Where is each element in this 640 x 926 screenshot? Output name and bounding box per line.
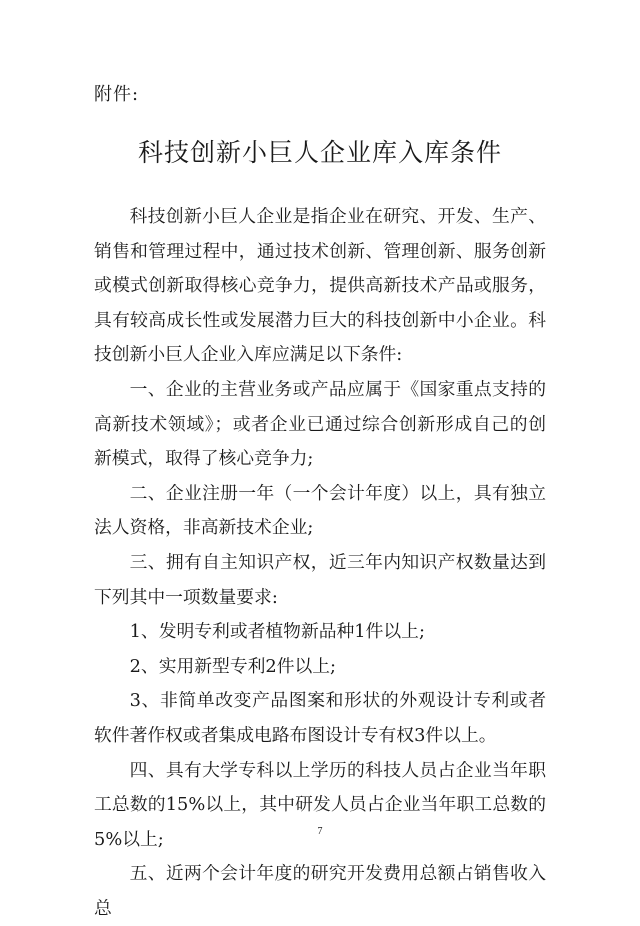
page-number: 7	[317, 826, 323, 837]
paragraph-intro: 科技创新小巨人企业是指企业在研究、开发、生产、销售和管理过程中，通过技术创新、管理创新、服务创新或模式创新取得核心竞争力，提供高新技术产品或服务，具有较高成长性或发展潜力巨大的科技创新中小企业。科技创新小巨人企业入库应满足以下条件:	[94, 206, 546, 366]
paragraph-condition-5: 五、近两个会计年度的研究开发费用总额占销售收入总	[94, 863, 546, 919]
document-title: 科技创新小巨人企业库入库条件	[137, 138, 502, 167]
paragraph-condition-3: 三、拥有自主知识产权，近三年内知识产权数量达到下列其中一项数量要求:	[94, 551, 546, 608]
paragraph-subitem-2: 2、实用新型专利2件以上;	[129, 655, 337, 677]
paragraph-condition-2: 二、企业注册一年（一个会计年度）以上，具有独立法人资格，非高新技术企业;	[94, 482, 546, 539]
paragraph-subitem-1: 1、发明专利或者植物新品种1件以上;	[129, 621, 425, 643]
attachment-label: 附件:	[94, 84, 140, 105]
document-body	[94, 200, 546, 926]
paragraph-condition-1: 一、企业的主营业务或产品应属于《国家重点支持的高新技术领域》；或者企业已通过综合创新形成自己的创新模式，取得了核心竞争力;	[94, 378, 546, 470]
paragraph-subitem-3: 3、非简单改变产品图案和形状的外观设计专利或者软件著作权或者集成电路布图设计专有权3件以上。	[94, 690, 546, 746]
paragraph-condition-4: 四、具有大学专科以上学历的科技人员占企业当年职工总数的15%以上，其中研发人员占企业当年职工总数的5%以上;	[94, 759, 546, 850]
